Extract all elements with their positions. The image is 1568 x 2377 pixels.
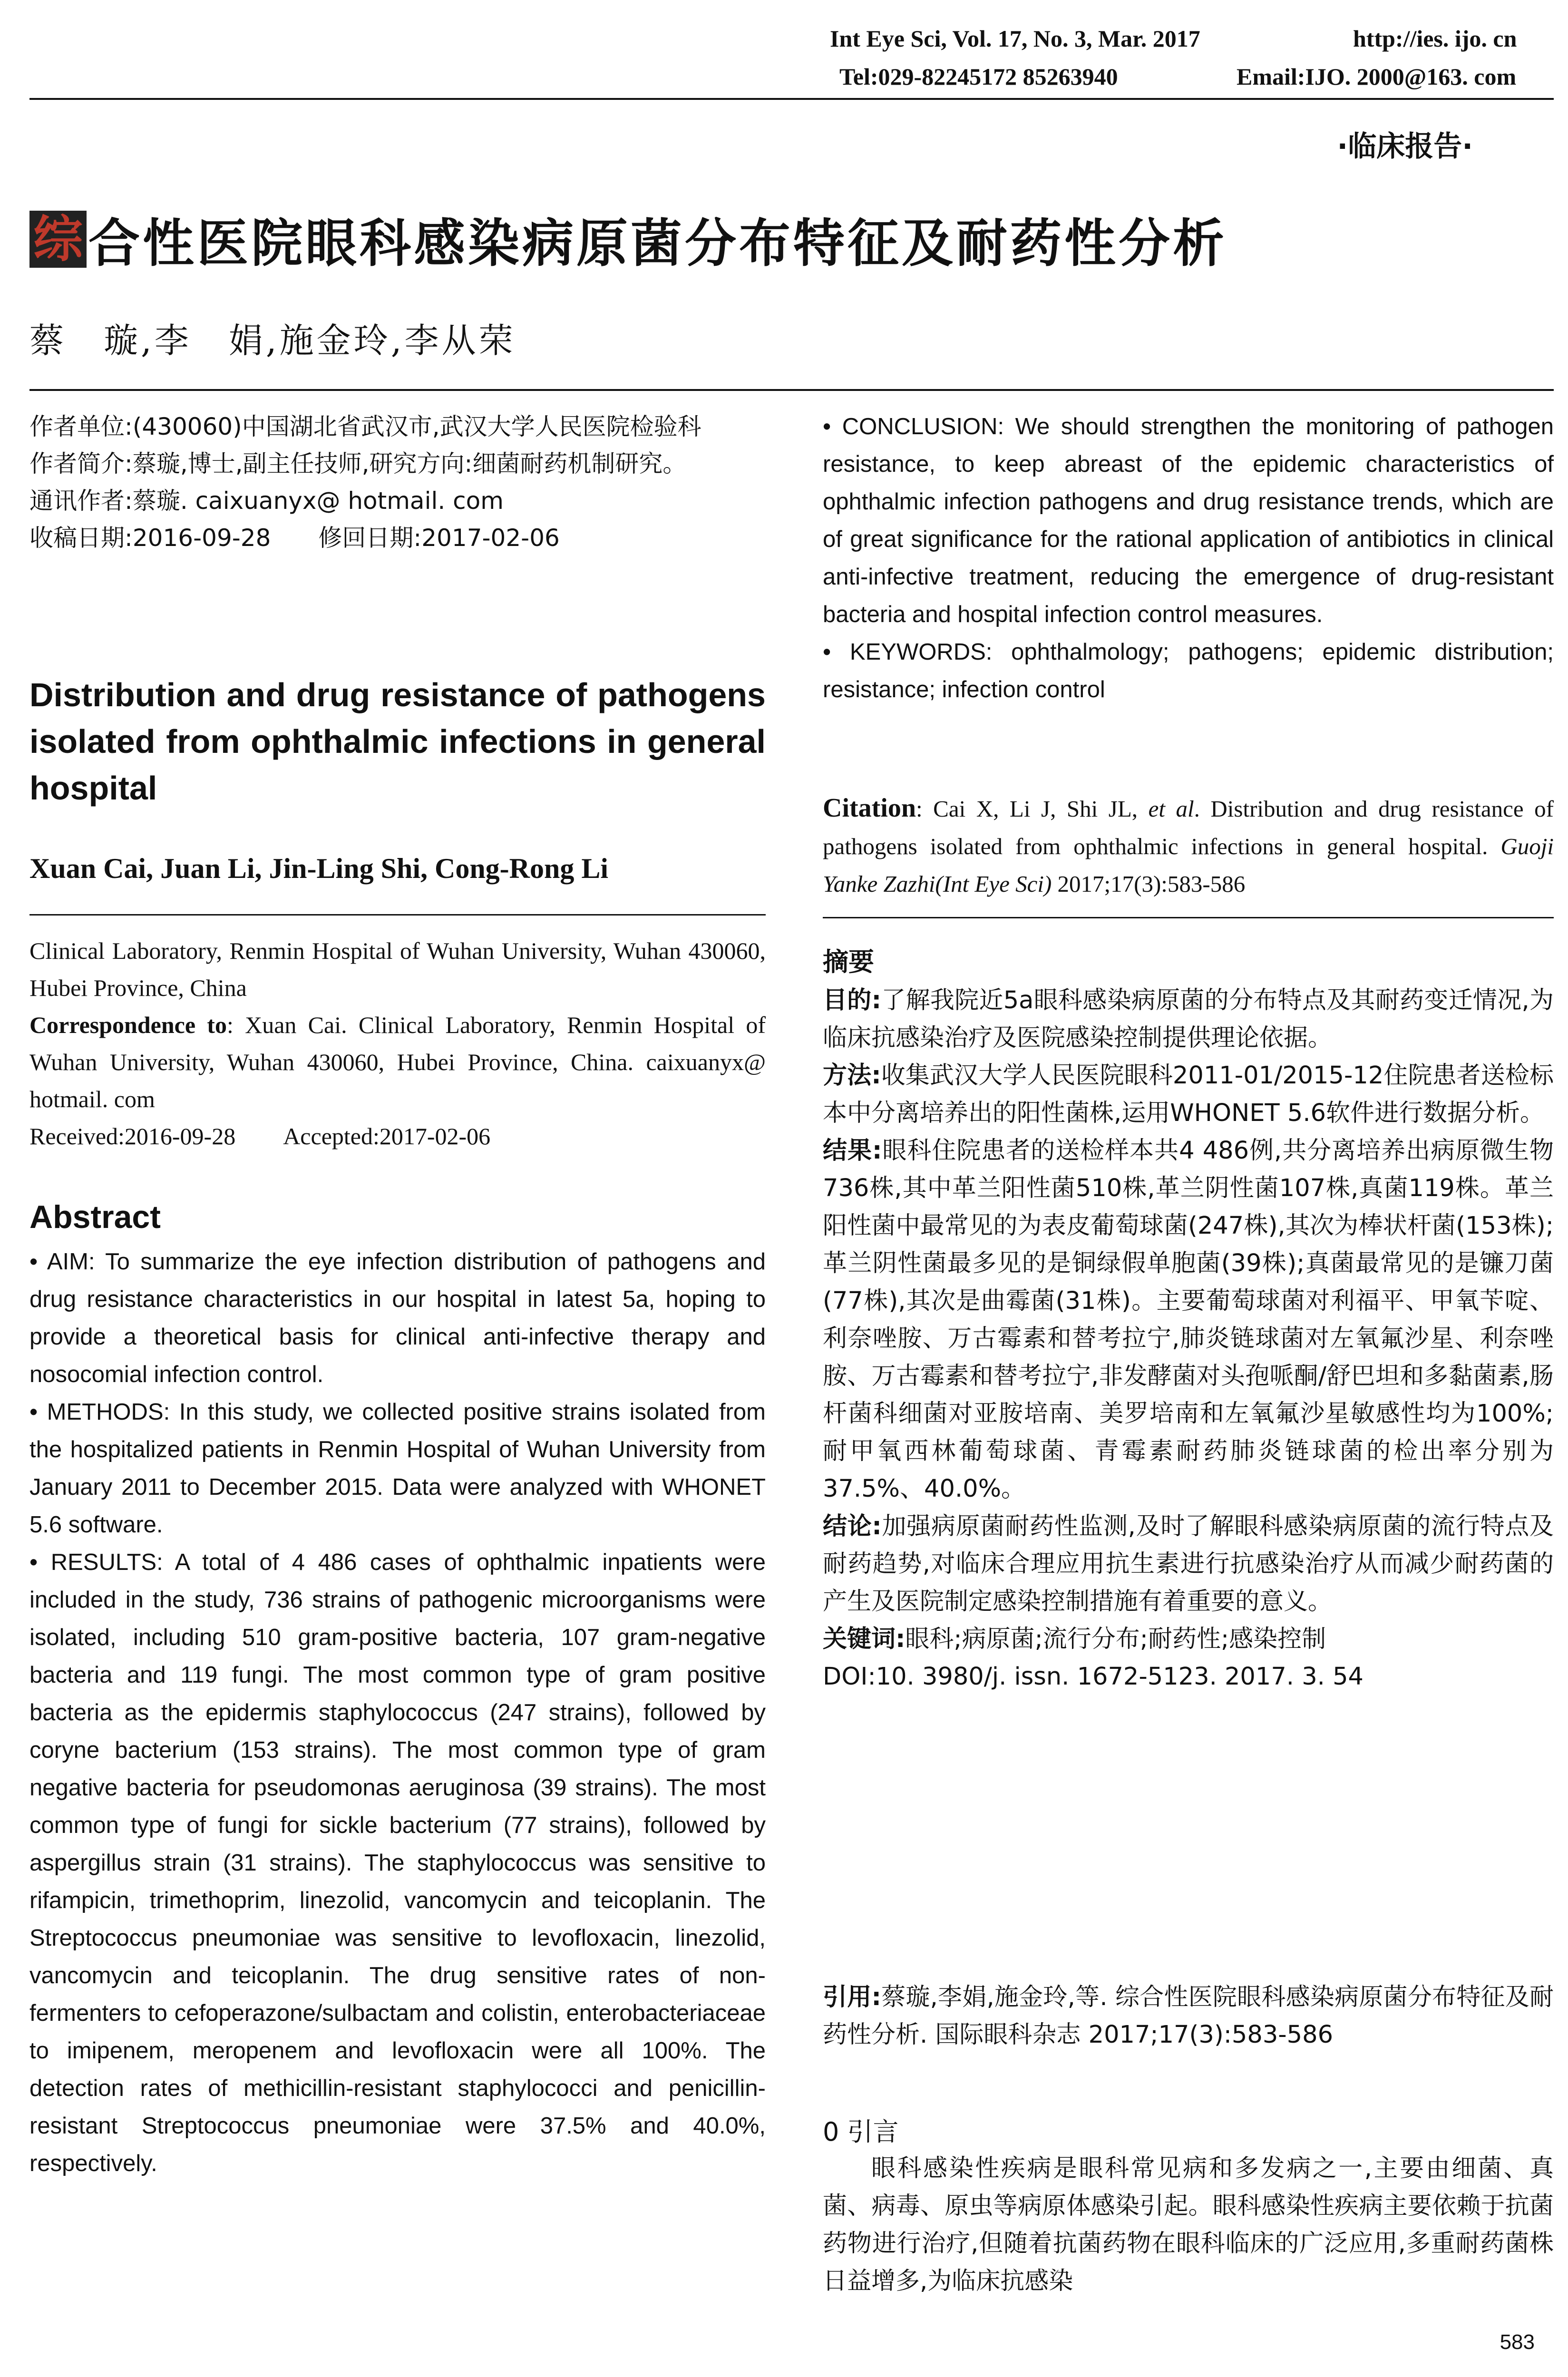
title-text: 合性医院眼科感染病原菌分布特征及耐药性分析 <box>88 214 1227 273</box>
intro-heading: 0 引言 <box>823 2117 899 2147</box>
page-number: 583 <box>1500 2330 1535 2354</box>
citation-journal: Guoji Yanke Zazhi(Int Eye Sci) <box>823 833 1554 897</box>
citation-cn: 引用:蔡璇,李娟,施金玲,等. 综合性医院眼科感染病原菌分布特征及耐药性分析. 国际眼科杂志 2017;17(3):583-586 <box>823 1983 1554 2049</box>
abstract-cn <box>823 982 1554 1695</box>
correspondence-label: Correspondence to <box>29 1012 227 1038</box>
header-rule <box>29 98 1554 100</box>
section-tag: ·临床报告· <box>1337 130 1473 163</box>
correspondence-text: : Xuan Cai. Clinical Laboratory, Renmin Hospital of Wuhan University, Wuhan 430060, Hubei Province, China. caixuanyx@ hotmail. com <box>29 1012 766 1112</box>
intro-text: 眼科感染性疾病是眼科常见病和多发病之一,主要由细菌、真菌、病毒、原虫等病原体感染引起。眼科感染性疾病主要依赖于抗菌药物进行治疗,但随着抗菌药物在眼科临床的广泛应用,多重耐药菌株日益增多,为临床抗感染 <box>823 2154 1554 2295</box>
journal-url[interactable]: http://ies. ijo. cn <box>1353 25 1517 52</box>
affiliation-en: Clinical Laboratory, Renmin Hospital of Wuhan University, Wuhan 430060, Hubei Province, China <box>29 937 766 1001</box>
corresponding-author: 通讯作者:蔡璇. caixuanyx@ hotmail. com <box>29 487 504 515</box>
title-en: Distribution and drug resistance of pathogens isolated from ophthalmic infections in general hospital <box>29 676 766 807</box>
results-label: • RESULTS <box>29 1549 157 1575</box>
authors-rule <box>29 389 1554 391</box>
affiliation-unit: 作者单位:(430060)中国湖北省武汉市,武汉大学人民医院检验科 <box>29 413 701 440</box>
aim-label: • AIM <box>29 1249 88 1275</box>
correspondence <box>29 1006 766 1118</box>
abstract-methods: • METHODS: In this study, we collected positive strains isolated from the hospitalized patients in Renmin Hospital of Wuhan University from January 2011 to December 2015. Data were analyzed with WHONET 5.6 software. <box>29 1399 766 1538</box>
affiliation-cn <box>29 408 766 556</box>
abstract-keywords: • KEYWORDS: ophthalmology; pathogens; epidemic distribution; resistance; infection control <box>823 639 1554 702</box>
received-revised-dates: 收稿日期:2016-09-28 修回日期:2017-02-06 <box>29 524 560 552</box>
journal-tel: Tel:029-82245172 85263940 <box>839 63 1118 90</box>
abstract-aim: • AIM: To summarize the eye infection distribution of pathogens and drug resistance characteristics in our hospital in latest 5a, hoping to provide a theoretical basis for clinical anti-infective therapy and nosocomial infection control. <box>29 1249 766 1387</box>
doi: DOI:10. 3980/j. issn. 1672-5123. 2017. 3. 54 <box>823 1663 1363 1691</box>
received-accepted: Received:2016-09-28 Accepted:2017-02-06 <box>29 1123 491 1150</box>
abstract-cn-conclusion: 结论:加强病原菌耐药性监测,及时了解眼科感染病原菌的流行特点及耐药趋势,对临床合理应用抗生素进行抗感染治疗从而减少耐药菌的产生及医院制定感染控制措施有着重要的意义。 <box>823 1512 1554 1616</box>
abstract-cn-aim: 目的:了解我院近5a眼科感染病原菌的分布特点及其耐药变迁情况,为临床抗感染治疗及医院感染控制提供理论依据。 <box>823 986 1554 1052</box>
abstract-cn-heading: 摘要 <box>823 947 874 977</box>
author-bio: 作者简介:蔡璇,博士,副主任技师,研究方向:细菌耐药机制研究。 <box>29 450 687 477</box>
affiliation-en-block <box>29 932 766 1155</box>
abstract-cn-keywords: 关键词:眼科;病原菌;流行分布;耐药性;感染控制 <box>823 1625 1326 1653</box>
paper-title <box>29 202 1227 276</box>
abstract-heading: Abstract <box>29 1199 161 1235</box>
journal-citation-line: Int Eye Sci, Vol. 17, No. 3, Mar. 2017 <box>830 25 1200 52</box>
abstract-conclusion: • CONCLUSION: We should strengthen the monitoring of pathogen resistance, to keep abreast of the epidemic characteristics of ophthalmic infection pathogens and drug resistance trends, which are of great significance for the rational application of antibiotics in clinical anti-infective treatment, reducing the emergence of drug-resistant bacteria and hospital infection control measures. <box>823 414 1554 627</box>
citation-label: Citation <box>823 793 916 823</box>
abstract-cn-methods: 方法:收集武汉大学人民医院眼科2011-01/2015-12住院患者送检标本中分离培养出的阳性菌株,运用WHONET 5.6软件进行数据分析。 <box>823 1062 1554 1127</box>
abstract-en-left <box>29 1243 766 2182</box>
citation-rule <box>823 917 1554 918</box>
conclusion-label: • CONCLUSION <box>823 414 998 439</box>
methods-label: • METHODS <box>29 1399 164 1425</box>
abstract-en-right <box>823 408 1554 709</box>
abstract-results: • RESULTS: A total of 4 486 cases of ophthalmic inpatients were included in the study, 736 strains of pathogenic microorganisms were isolated, including 510 gram-positive bacteria, 107 gram-negative bacteria and 119 fungi. The most common type of gram positive bacteria as the epidermis staphylococcus (247 strains), followed by coryne bacterium (153 strains). The most common type of gram negative bacteria for pseudomonas aeruginosa (39 strains). The most common type of fungi for sickle bacterium (77 strains), followed by aspergillus strain (31 strains). The staphylococcus was sensitive to rifampicin, trimethoprim, linezolid, vancomycin and teicoplanin. The Streptococcus pneumoniae was sensitive to levofloxacin, linezolid, vancomycin and teicoplanin. The drug sensitive rates of non-fermenters to cefoperazone/sulbactam and colistin, enterobacteriaceae to imipenem, meropenem and levofloxacin were all 100%. The detection rates of methicillin-resistant staphylococci and penicillin-resistant Streptococcus pneumoniae were 37.5% and 40.0%, respectively. <box>29 1549 766 2176</box>
journal-email: Email:IJO. 2000@163. com <box>1237 63 1517 90</box>
authors-en-rule <box>29 914 766 916</box>
title-drop-cap: 综 <box>29 211 87 268</box>
abstract-cn-results: 结果:眼科住院患者的送检样本共4 486例,共分离培养出病原微生物736株,其中革兰阳性菌510株,革兰阴性菌107株,真菌119株。革兰阳性菌中最常见的为表皮葡萄球菌(247株),其次为棒状杆菌(153株);革兰阴性菌最多见的是铜绿假单胞菌(39株);真菌最常见的是镰刀菌(77株),其次是曲霉菌(31株)。主要葡萄球菌对利福平、甲氧苄啶、利奈唑胺、万古霉素和替考拉宁,肺炎链球菌对左氧氟沙星、利奈唑胺、万古霉素和替考拉宁,非发酵菌对头孢哌酮/舒巴坦和多黏菌素,肠杆菌科细菌对亚胺培南、美罗培南和左氧氟沙星敏感性均为100%;耐甲氧西林葡萄球菌、青霉素耐药肺炎链球菌的检出率分别为37.5%、40.0%。 <box>823 1137 1554 1503</box>
authors-en: Xuan Cai, Juan Li, Jin-Ling Shi, Cong-Rong Li <box>29 853 609 884</box>
keywords-label: • KEYWORDS <box>823 639 986 665</box>
citation-en: Citation: Cai X, Li J, Shi JL, et al. Distribution and drug resistance of pathogens isolated from ophthalmic infections in general hospital. Guoji Yanke Zazhi(Int Eye Sci) 2017;17(3):583-586 <box>823 793 1554 897</box>
authors-cn: 蔡 璇,李 娟,施金玲,李从荣 <box>29 321 516 360</box>
